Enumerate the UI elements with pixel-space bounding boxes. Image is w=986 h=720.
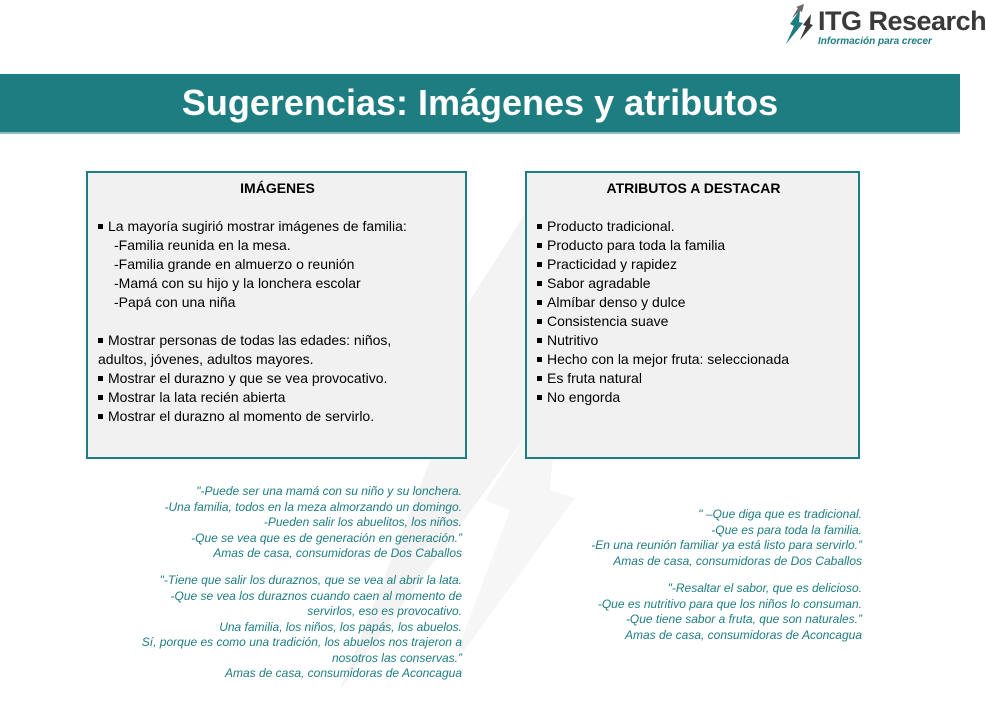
quote-aconcagua-attributes (598, 581, 862, 643)
bullet-square-icon (537, 395, 542, 400)
quote-line: " –Que diga que es tradicional. (698, 507, 862, 521)
images-heading: IMÁGENES (240, 180, 315, 196)
bullet-square-icon (537, 338, 542, 343)
title-bar-shadow (0, 132, 960, 134)
list-item: La mayoría sugirió mostrar imágenes de familia: (98, 217, 457, 236)
bullet-square-icon (537, 357, 542, 362)
bullet-square-icon (537, 281, 542, 286)
quote-dos-caballos-attributes (591, 507, 862, 569)
list-item: Mostrar el durazno al momento de servirlo. (98, 407, 457, 426)
bullet-square-icon (537, 319, 542, 324)
quote-line: "-Puede ser una mamá con su niño y su lonchera. (196, 484, 462, 498)
bullet-square-icon (537, 262, 542, 267)
quote-line: "-Tiene que salir los duraznos, que se vea al abrir la lata. (159, 573, 462, 587)
logo-arrows-icon (780, 4, 818, 46)
quote-line: -Pueden salir los abuelitos, los niños. (263, 515, 462, 529)
list-item-continuation: adultos, jóvenes, adultos mayores. (98, 351, 314, 367)
list-subitem: -Familia reunida en la mesa. (114, 237, 291, 253)
logo-name: ITG Research (818, 6, 986, 36)
quote-line: -Que se vea los duraznos cuando caen al momento de (170, 588, 462, 603)
list-item: Producto tradicional. (537, 217, 850, 236)
quote-line: Una familia, los niños, los papás, los abuelos. (219, 619, 462, 634)
bullet-square-icon (98, 395, 103, 400)
quote-source: Amas de casa, consumidoras de Aconcagua (624, 627, 862, 642)
quote-aconcagua-images (142, 573, 462, 682)
quote-line: "-Resaltar el sabor, que es delicioso. (667, 581, 862, 595)
bullet-square-icon (537, 376, 542, 381)
list-item: Consistencia suave (537, 312, 850, 331)
list-item: Producto para toda la familia (537, 236, 850, 255)
quote-line: -Una familia, todos en la meza almorzando un domingo. (164, 499, 462, 514)
quote-source: Amas de casa, consumidoras de Dos Caballos (213, 546, 462, 560)
bullet-square-icon (537, 224, 542, 229)
attributes-heading: ATRIBUTOS A DESTACAR (606, 180, 781, 196)
bullet-square-icon (98, 376, 103, 381)
list-item: Hecho con la mejor fruta: seleccionada (537, 350, 850, 369)
page-title: Sugerencias: Imágenes y atributos (181, 82, 779, 123)
list-subitem: -Mamá con su hijo y la lonchera escolar (114, 275, 361, 291)
list-item: Practicidad y rapidez (537, 255, 850, 274)
quote-line: -En una reunión familiar ya está listo para servirlo.” (591, 538, 862, 552)
list-item: Sabor agradable (537, 274, 850, 293)
list-item: Mostrar la lata recién abierta (98, 388, 457, 407)
quote-line: servirlos, eso es provocativo. (307, 604, 462, 618)
list-subitem: -Papá con una niña (114, 294, 236, 310)
logo-tagline: Información para crecer (818, 36, 932, 47)
quote-source: Amas de casa, consumidoras de Dos Caballos (613, 553, 862, 568)
attributes-box (525, 171, 860, 459)
itg-logo (778, 2, 986, 50)
bullet-square-icon (537, 300, 542, 305)
quote-line: -Que tiene sabor a fruta, que son naturales.” (625, 612, 862, 626)
quote-source: Amas de casa, consumidoras de Aconcagua (224, 666, 462, 680)
images-box (86, 171, 467, 459)
bullet-square-icon (98, 224, 103, 229)
list-item: Mostrar personas de todas las edades: niños, (98, 331, 457, 350)
list-item: No engorda (537, 388, 850, 407)
bullet-square-icon (98, 338, 103, 343)
quote-line: nosotros las conservas.” (331, 650, 462, 665)
quote-line: -Que se vea que es de generación en generación.” (191, 530, 462, 545)
list-subitem: -Familia grande en almuerzo o reunión (114, 256, 355, 272)
bullet-square-icon (537, 243, 542, 248)
list-item: Es fruta natural (537, 369, 850, 388)
quote-line: -Que es para toda la familia. (711, 522, 862, 537)
list-item: Nutritivo (537, 331, 850, 350)
bullet-square-icon (98, 414, 103, 419)
list-item: Almíbar denso y dulce (537, 293, 850, 312)
quote-dos-caballos-images (165, 484, 463, 562)
list-item: Mostrar el durazno y que se vea provocativo. (98, 369, 457, 388)
quote-line: -Que es nutritivo para que los niños lo consuman. (597, 596, 862, 611)
quote-line: Sí, porque es como una tradición, los abuelos nos trajeron a (141, 635, 462, 649)
